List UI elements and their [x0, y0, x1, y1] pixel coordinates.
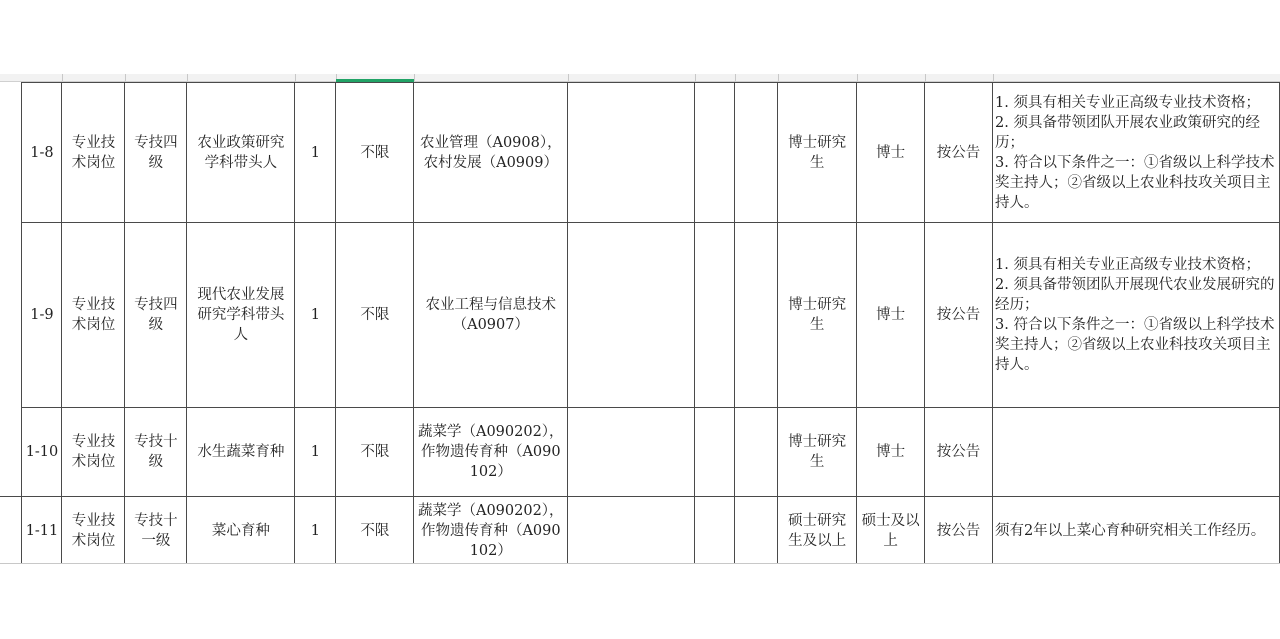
grade-cell[interactable]: 专技十级 [125, 408, 187, 497]
position-code-cell[interactable]: 1-10 [22, 408, 62, 497]
category-cell[interactable]: 专业技术岗位 [62, 497, 125, 565]
major-cell[interactable]: 农业管理（A0908），农村发展（A0909） [414, 83, 568, 223]
headcount-cell[interactable]: 1 [295, 497, 336, 565]
column-divider [993, 74, 994, 81]
row-spacer-cell [0, 497, 22, 565]
category-cell[interactable]: 专业技术岗位 [62, 408, 125, 497]
position-code-cell[interactable]: 1-9 [22, 223, 62, 408]
row-spacer-cell [0, 83, 22, 223]
row-spacer-cell [0, 408, 22, 497]
position-name-cell[interactable]: 现代农业发展研究学科带头人 [187, 223, 295, 408]
requirements-text: 须有2年以上菜心育种研究相关工作经历。 [995, 522, 1266, 539]
position-name-cell[interactable]: 农业政策研究学科带头人 [187, 83, 295, 223]
limit-cell[interactable]: 不限 [336, 223, 414, 408]
position-name-cell[interactable]: 菜心育种 [187, 497, 295, 565]
empty-cell[interactable] [735, 223, 778, 408]
requirements-cell[interactable] [993, 223, 1280, 408]
age-cell[interactable]: 按公告 [925, 83, 993, 223]
limit-cell[interactable]: 不限 [336, 408, 414, 497]
column-divider [695, 74, 696, 81]
age-cell[interactable]: 按公告 [925, 497, 993, 565]
category-cell[interactable]: 专业技术岗位 [62, 223, 125, 408]
position-code-cell[interactable]: 1-11 [22, 497, 62, 565]
education-cell[interactable]: 博士研究生 [778, 223, 857, 408]
position-code-cell[interactable]: 1-8 [22, 83, 62, 223]
sheet-bottom-border [0, 563, 1280, 564]
headcount-cell[interactable]: 1 [295, 223, 336, 408]
limit-cell[interactable]: 不限 [336, 83, 414, 223]
headcount-cell[interactable]: 1 [295, 83, 336, 223]
degree-cell[interactable]: 硕士及以上 [857, 497, 925, 565]
job-table [0, 82, 1280, 564]
major-cell[interactable]: 蔬菜学（A090202），作物遗传育种（A090102） [414, 497, 568, 565]
headcount-cell[interactable]: 1 [295, 408, 336, 497]
column-divider [414, 74, 415, 81]
grade-cell[interactable]: 专技四级 [125, 223, 187, 408]
empty-cell[interactable] [695, 408, 735, 497]
column-divider [125, 74, 126, 81]
column-divider [735, 74, 736, 81]
degree-cell[interactable]: 博士 [857, 408, 925, 497]
requirements-cell[interactable] [993, 408, 1280, 497]
column-divider [857, 74, 858, 81]
column-divider [778, 74, 779, 81]
empty-cell[interactable] [695, 83, 735, 223]
requirements-text: 1. 须具有相关专业正高级专业技术资格； 2. 须具备带领团队开展现代农业发展研究的经历； 3. 符合以下条件之一：①省级以上科学技术奖主持人；②省级以上农业科技攻关项目主持人。 [995, 257, 1275, 373]
column-divider [295, 74, 296, 81]
row-spacer-cell [0, 223, 22, 408]
degree-cell[interactable]: 博士 [857, 223, 925, 408]
empty-cell[interactable] [568, 408, 695, 497]
major-cell[interactable]: 蔬菜学（A090202），作物遗传育种（A090102） [414, 408, 568, 497]
column-divider [187, 74, 188, 81]
empty-cell[interactable] [695, 497, 735, 565]
spreadsheet-view [0, 74, 1280, 564]
empty-cell[interactable] [695, 223, 735, 408]
column-divider [925, 74, 926, 81]
category-cell[interactable]: 专业技术岗位 [62, 83, 125, 223]
empty-cell[interactable] [735, 83, 778, 223]
limit-cell[interactable]: 不限 [336, 497, 414, 565]
age-cell[interactable]: 按公告 [925, 223, 993, 408]
degree-cell[interactable]: 博士 [857, 83, 925, 223]
requirements-text: 1. 须具有相关专业正高级专业技术资格； 2. 须具备带领团队开展农业政策研究的经历； 3. 符合以下条件之一：①省级以上科学技术奖主持人；②省级以上农业科技攻关项目主持人。 [995, 94, 1275, 211]
age-cell[interactable]: 按公告 [925, 408, 993, 497]
table-row[interactable] [0, 223, 1280, 408]
education-cell[interactable]: 博士研究生 [778, 83, 857, 223]
empty-cell[interactable] [568, 83, 695, 223]
major-cell[interactable]: 农业工程与信息技术（A0907） [414, 223, 568, 408]
empty-cell[interactable] [735, 497, 778, 565]
column-divider [62, 74, 63, 81]
empty-cell[interactable] [568, 223, 695, 408]
education-cell[interactable]: 硕士研究生及以上 [778, 497, 857, 565]
column-divider [568, 74, 569, 81]
education-cell[interactable]: 博士研究生 [778, 408, 857, 497]
column-header-bar[interactable] [0, 74, 1280, 82]
empty-cell[interactable] [568, 497, 695, 565]
grade-cell[interactable]: 专技十一级 [125, 497, 187, 565]
requirements-cell[interactable] [993, 83, 1280, 223]
empty-cell[interactable] [735, 408, 778, 497]
grade-cell[interactable]: 专技四级 [125, 83, 187, 223]
position-name-cell[interactable]: 水生蔬菜育种 [187, 408, 295, 497]
table-row[interactable] [0, 497, 1280, 565]
table-row[interactable] [0, 83, 1280, 223]
requirements-cell[interactable] [993, 497, 1280, 565]
table-row[interactable] [0, 408, 1280, 497]
